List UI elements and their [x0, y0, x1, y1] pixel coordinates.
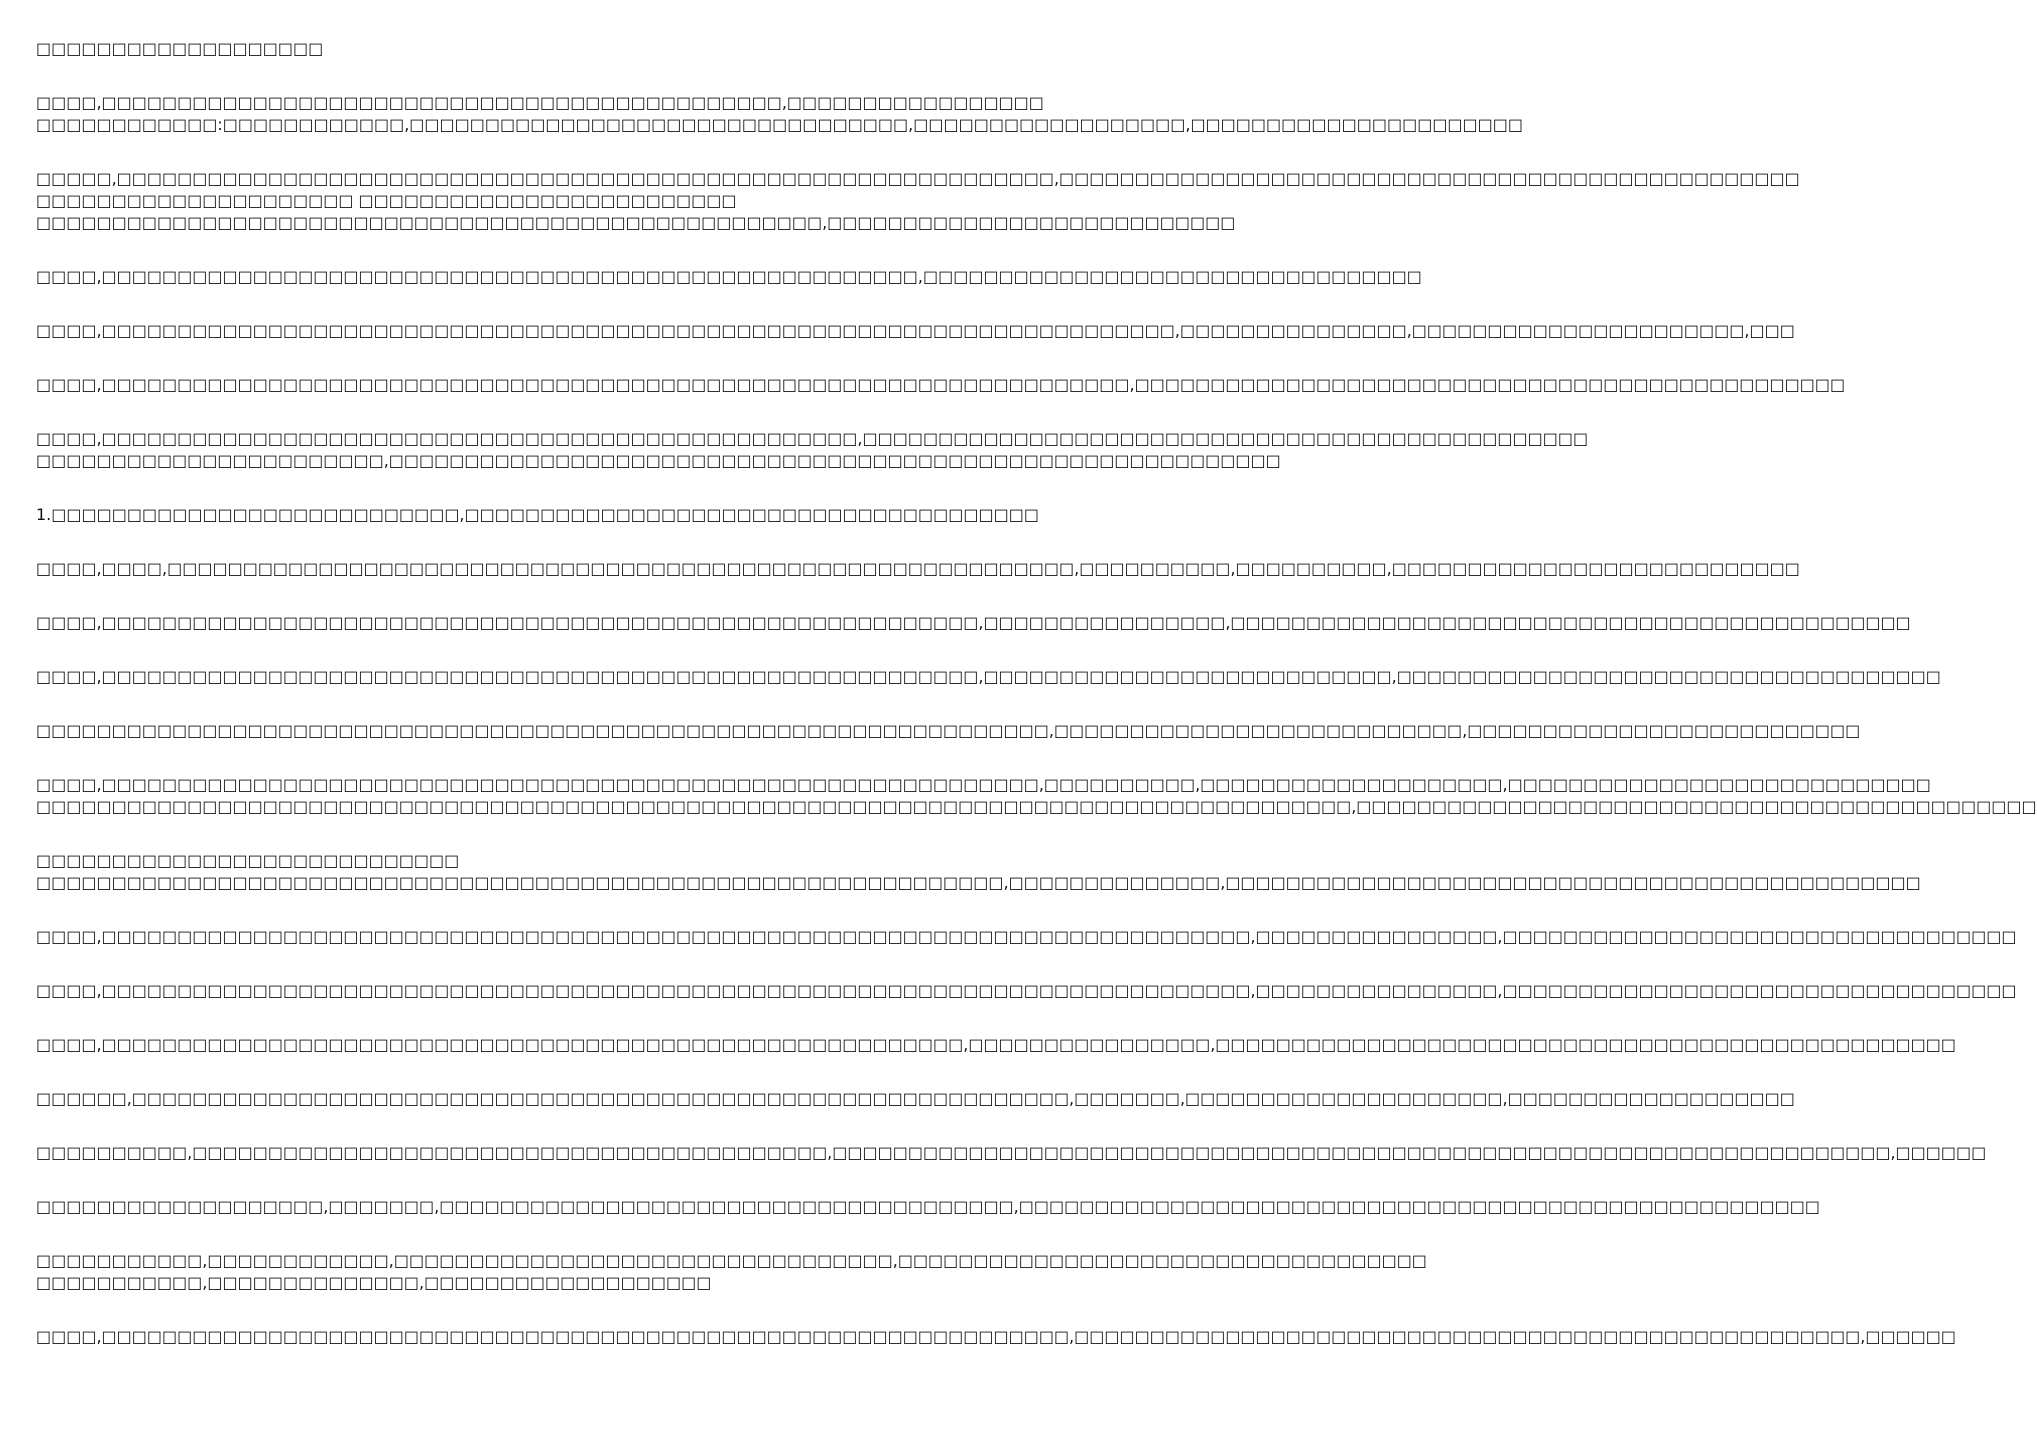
paragraph — [36, 168, 1800, 234]
text-line: □□□□,□□□□,□□□□□□□□□□□□□□□□□□□□□□□□□□□□□□□□□□□□□□□□□□□□□□□□□□□□□□□□□□□□,□□□□□□□□□□,□□□□□□□□□□,□□□□□□□□□□□□□□□□□□□□□□□□□□□ — [36, 559, 1800, 578]
text-line: □□□□,□□□□□□□□□□□□□□□□□□□□□□□□□□□□□□□□□□□□□□□□□□□□□□□□□□,□□□□□□□□□□□□□□□□□□□□□□□□□□□□□□□□□□□□□□□□□□□□□□□□ — [36, 429, 1589, 448]
text-line: □□□□,□□□□□□□□□□□□□□□□□□□□□□□□□□□□□□□□□□□□□□□□□□□□□□□□□□□□□□□□□,□□□□□□□□□□□□□□□□,□□□□□□□□□□□□□□□□□□□□□□□□□□□□□□□□□□□□□□□□□□□□□□□□□ — [36, 1035, 1957, 1054]
text-line: □□□□,□□□□□□□□□□□□□□□□□□□□□□□□□□□□□□□□□□□□□□□□□□□□□□□□□□□□□□□□□□□□□□□□□□□□,□□□□□□□□□□□□□□□□□□□□□□□□□□□□□□□□□□□□□□□□□□□□□□□ — [36, 375, 1846, 394]
paragraph — [36, 666, 1941, 688]
paragraph — [36, 428, 1589, 472]
paragraph — [36, 320, 1795, 342]
text-line: □□□□□□□□□□□□□□□□□□□□□□□□□□□□□□□□□□□□□□□□□□□□□□□□□□□□□□□□□□□□□□□□□□□□□□□□□□□□□□□□□□□□□□□,□□□□□□□□□□□□□□□□□□□□□□□□□□□□□□□□□□□□□□□□□□□□□ — [36, 797, 2037, 816]
text-line: □□□□□□□□□□□□:□□□□□□□□□□□□,□□□□□□□□□□□□□□□□□□□□□□□□□□□□□□□□□,□□□□□□□□□□□□□□□□□□,□□□□□□□□□□□□□□□□□□□□□□ — [36, 115, 1524, 134]
text-line: □□□□□□□□□□,□□□□□□□□□□□□□□□□□□□□□□□□□□□□□□□□□□□□□□□□□□,□□□□□□□□□□□□□□□□□□□□□□□□□□□□□□□□□□□□□□□□□□□□□□□□□□□□□□□□□□□□□□□□□□□□□□,□□□□□□ — [36, 1143, 1987, 1162]
text-line: □□□□,□□□□□□□□□□□□□□□□□□□□□□□□□□□□□□□□□□□□□□□□□□□□□□□□□□□□□□□□□□,□□□□□□□□□□□□□□□□□□□□□□□□□□□,□□□□□□□□□□□□□□□□□□□□□□□□□□□□□□□□□□□□ — [36, 667, 1941, 686]
text-line: □□□□□□□□□□□□□□□□□□□□□□□,□□□□□□□□□□□□□□□□□□□□□□□□□□□□□□□□□□□□□□□□□□□□□□□□□□□□□□□□□□□ — [36, 451, 1281, 470]
text-line: □□□□,□□□□□□□□□□□□□□□□□□□□□□□□□□□□□□□□□□□□□□□□□□□□□□□□□□□□□□□□□□□□□□,□□□□□□□□□□,□□□□□□□□□□□□□□□□□□□□,□□□□□□□□□□□□□□□□□□□□□□□□□□□□ — [36, 775, 1931, 794]
paragraph — [36, 504, 1039, 526]
paragraph — [36, 720, 1861, 742]
paragraph — [36, 612, 1911, 634]
text-line: □□□□,□□□□□□□□□□□□□□□□□□□□□□□□□□□□□□□□□□□□□□□□□□□□□□□□□□□□□□□□□□□□□□□□,□□□□□□□□□□□□□□□□□□□□□□□□□□□□□□□□□□□□□□□□□□□□□□□□□□□□,□□□□□□ — [36, 1327, 1957, 1346]
text-line: □□□□,□□□□□□□□□□□□□□□□□□□□□□□□□□□□□□□□□□□□□□□□□□□□□□□□□□□□□□□□□□□□□□□□□□□□□□□□□□□□,□□□□□□□□□□□□□□□□,□□□□□□□□□□□□□□□□□□□□□□□□□□□□□□□□□□ — [36, 981, 2017, 1000]
text-line: □□□□□□□□□□□□□□□□□□□ — [36, 39, 324, 58]
paragraph — [36, 92, 1524, 136]
text-line: □□□□□□□□□□□,□□□□□□□□□□□□,□□□□□□□□□□□□□□□□□□□□□□□□□□□□□□□□□,□□□□□□□□□□□□□□□□□□□□□□□□□□□□□□□□□□□ — [36, 1251, 1427, 1270]
paragraph — [36, 374, 1846, 396]
paragraph — [36, 1142, 1987, 1164]
paragraph — [36, 850, 1921, 894]
paragraph — [36, 1326, 1957, 1348]
text-line: □□□□,□□□□□□□□□□□□□□□□□□□□□□□□□□□□□□□□□□□□□□□□□□□□□□□□□□□□□□,□□□□□□□□□□□□□□□□□□□□□□□□□□□□□□□□□ — [36, 267, 1422, 286]
document-body — [36, 38, 2037, 1348]
text-line: □□□□,□□□□□□□□□□□□□□□□□□□□□□□□□□□□□□□□□□□□□□□□□□□□□□□□□□□□□□□□□□□□□□□□□□□□□□□□□□□□,□□□□□□□□□□□□□□□□,□□□□□□□□□□□□□□□□□□□□□□□□□□□□□□□□□□ — [36, 927, 2017, 946]
paragraph — [36, 926, 2017, 948]
paragraph — [36, 1196, 1820, 1218]
text-line: □□□□□□□□□□□□□□□□□□□□□□□□□□□□□□□□□□□□□□□□□□□□□□□□□□□□□□□□□□□□□□□□,□□□□□□□□□□□□□□,□□□□□□□□□□□□□□□□□□□□□□□□□□□□□□□□□□□□□□□□□□□□□□ — [36, 873, 1921, 892]
text-line: 1.□□□□□□□□□□□□□□□□□□□□□□□□□□□,□□□□□□□□□□□□□□□□□□□□□□□□□□□□□□□□□□□□□□ — [36, 505, 1039, 524]
paragraph — [36, 774, 2037, 818]
text-line: □□□□,□□□□□□□□□□□□□□□□□□□□□□□□□□□□□□□□□□□□□□□□□□□□□,□□□□□□□□□□□□□□□□□ — [36, 93, 1044, 112]
text-line: □□□□,□□□□□□□□□□□□□□□□□□□□□□□□□□□□□□□□□□□□□□□□□□□□□□□□□□□□□□□□□□,□□□□□□□□□□□□□□□□,□□□□□□□□□□□□□□□□□□□□□□□□□□□□□□□□□□□□□□□□□□□□□ — [36, 613, 1911, 632]
text-line: □□□□□□,□□□□□□□□□□□□□□□□□□□□□□□□□□□□□□□□□□□□□□□□□□□□□□□□□□□□□□□□□□□□□□,□□□□□□□,□□□□□□□□□□□□□□□□□□□□□,□□□□□□□□□□□□□□□□□□□ — [36, 1089, 1795, 1108]
paragraph — [36, 38, 990, 60]
paragraph — [36, 266, 1422, 288]
paragraph — [36, 558, 1800, 580]
text-line: □□□□□□□□□□□□□□□□□□□□□ □□□□□□□□□□□□□□□□□□□□□□□□□ — [36, 191, 737, 210]
paragraph — [36, 1034, 1957, 1056]
text-line: □□□□□□□□□□□□□□□□□□□□□□□□□□□□ — [36, 851, 460, 870]
text-line: □□□□□□□□□□□□□□□□□□□□□□□□□□□□□□□□□□□□□□□□□□□□□□□□□□□□,□□□□□□□□□□□□□□□□□□□□□□□□□□□ — [36, 213, 1236, 232]
text-line: □□□□,□□□□□□□□□□□□□□□□□□□□□□□□□□□□□□□□□□□□□□□□□□□□□□□□□□□□□□□□□□□□□□□□□□□□□□□,□□□□□□□□□□□□□□□,□□□□□□□□□□□□□□□□□□□□□□,□□□ — [36, 321, 1795, 340]
paragraph — [36, 1250, 1427, 1294]
text-line: □□□□□□□□□□□□□□□□□□□□□□□□□□□□□□□□□□□□□□□□□□□□□□□□□□□□□□□□□□□□□□□□□□□,□□□□□□□□□□□□□□□□□□□□□□□□□□□,□□□□□□□□□□□□□□□□□□□□□□□□□□ — [36, 721, 1861, 740]
text-line: □□□□□□□□□□□□□□□□□□□,□□□□□□□,□□□□□□□□□□□□□□□□□□□□□□□□□□□□□□□□□□□□□□,□□□□□□□□□□□□□□□□□□□□□□□□□□□□□□□□□□□□□□□□□□□□□□□□□□□□□ — [36, 1197, 1820, 1216]
text-line: □□□□□□□□□□□,□□□□□□□□□□□□□□,□□□□□□□□□□□□□□□□□□□ — [36, 1273, 712, 1292]
text-line: □□□□□,□□□□□□□□□□□□□□□□□□□□□□□□□□□□□□□□□□□□□□□□□□□□□□□□□□□□□□□□□□□□□□,□□□□□□□□□□□□□□□□□□□□□□□□□□□□□□□□□□□□□□□□□□□□□□□□□ — [36, 169, 1800, 188]
paragraph — [36, 1088, 1795, 1110]
paragraph — [36, 980, 2017, 1002]
